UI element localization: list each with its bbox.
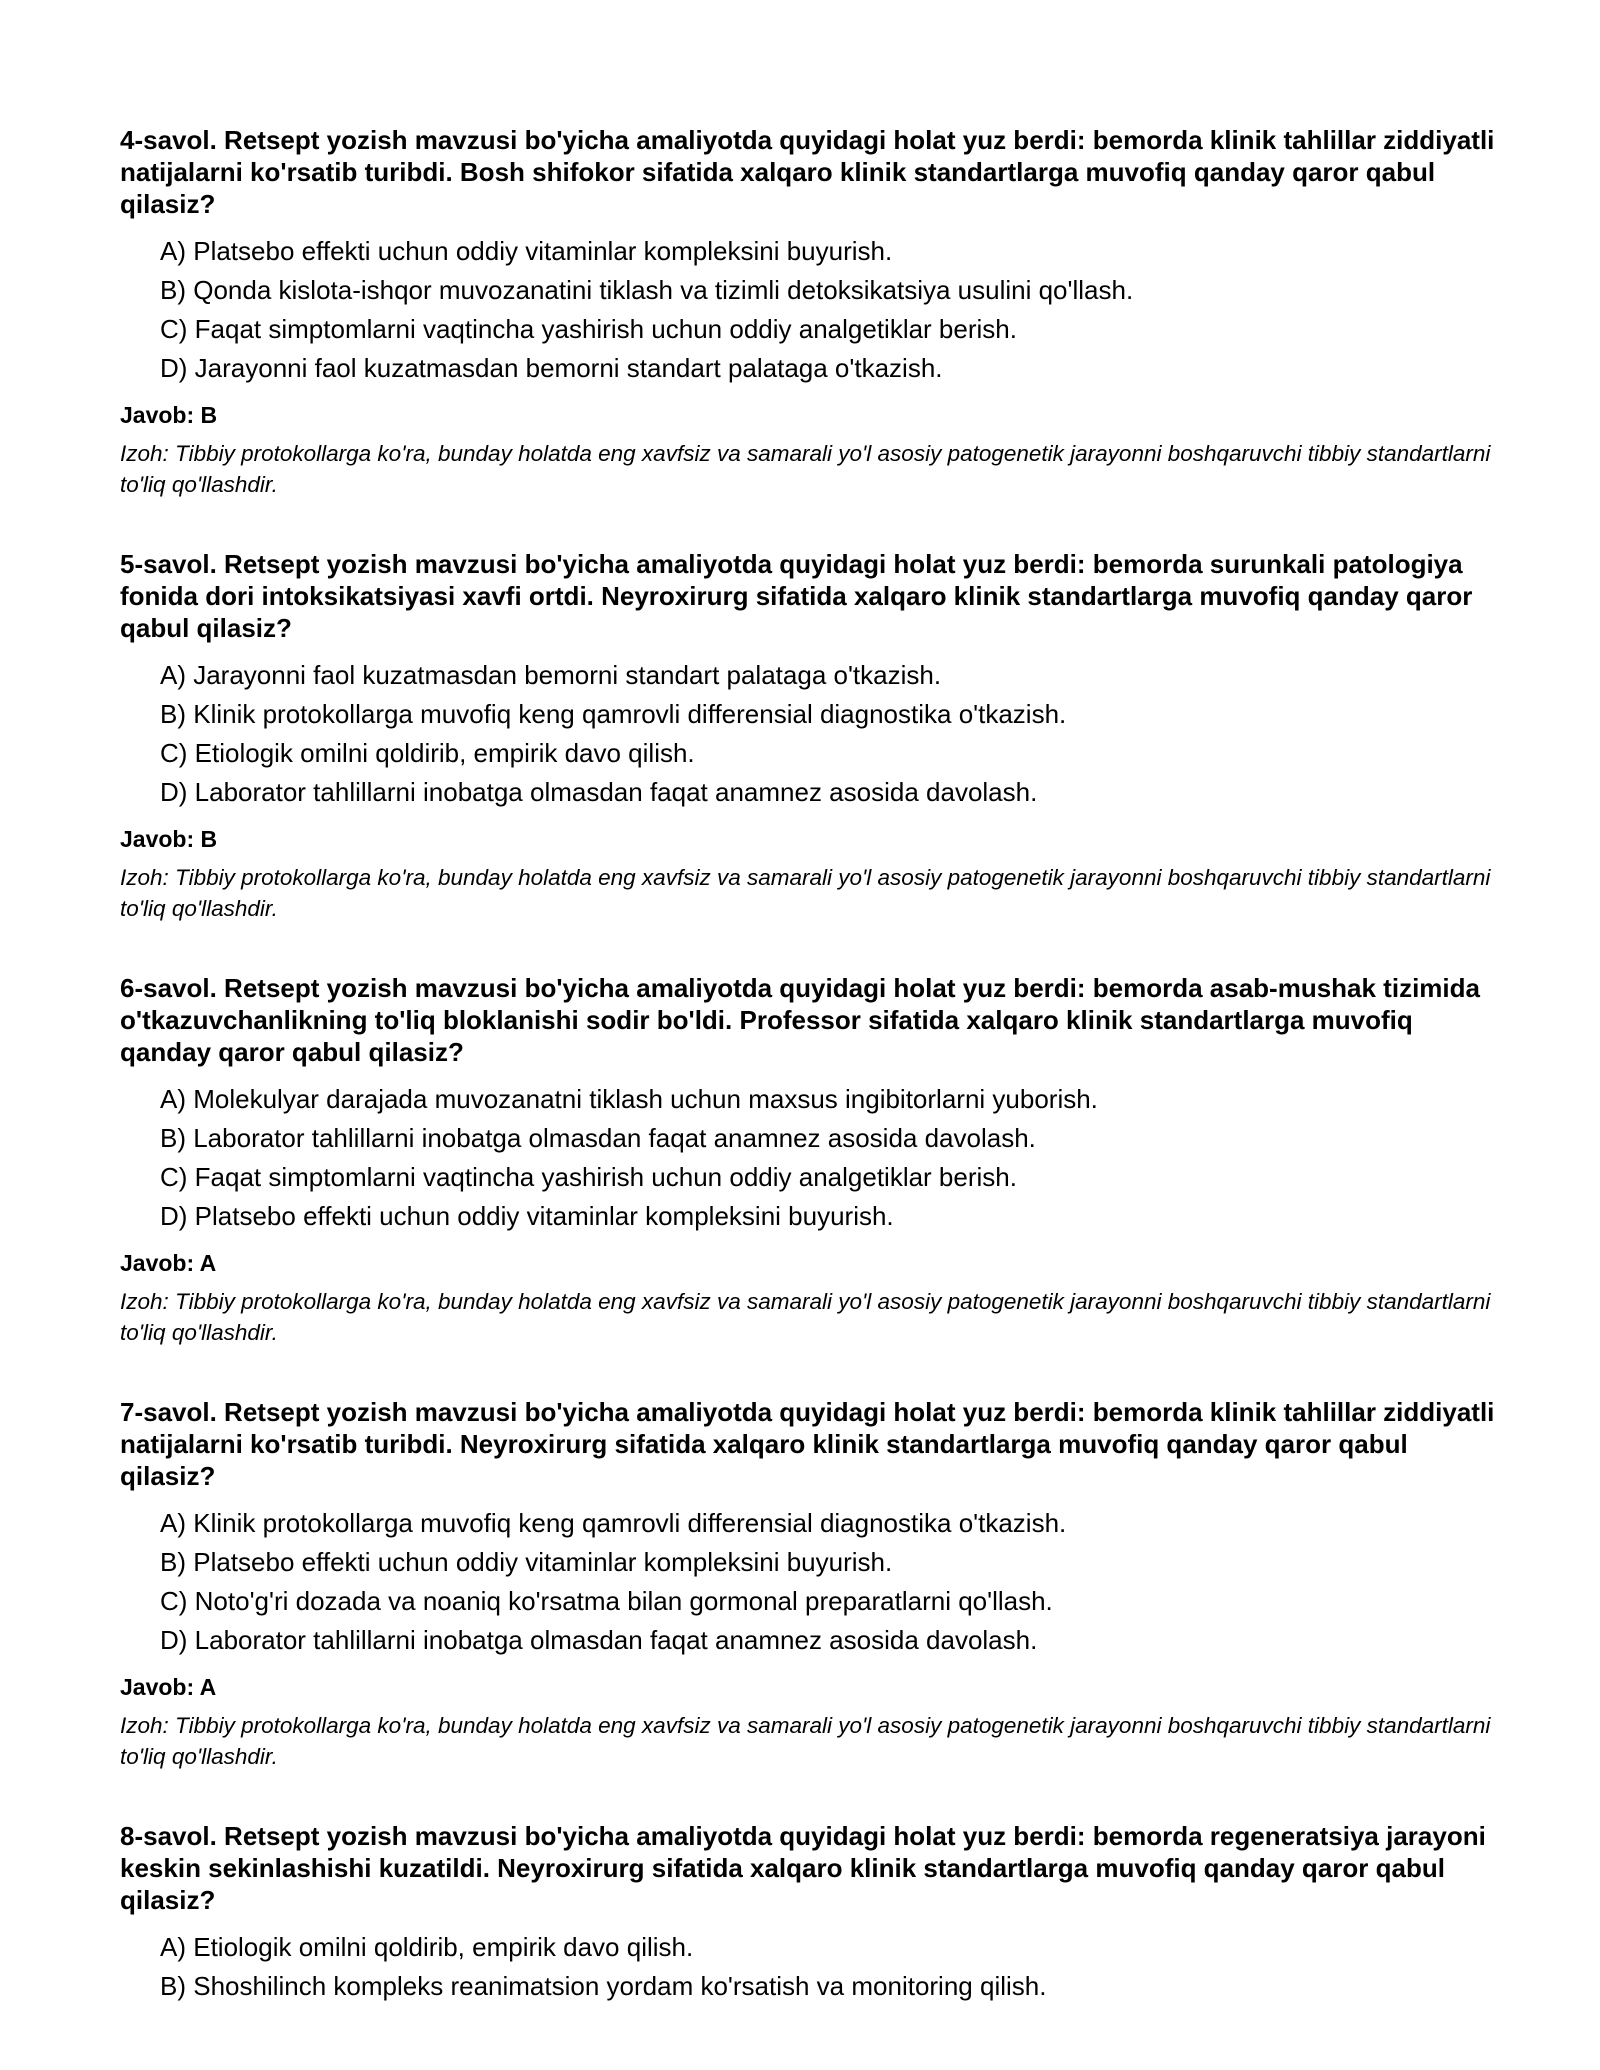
answer-label: Javob: B <box>120 826 218 852</box>
question-title: 4-savol. Retsept yozish mavzusi bo'yicha amaliyotda quyidagi holat yuz berdi: bemorda klinik tahlillar ziddiyatli natijalarni ko'rsatib turibdi. Bosh shifokor sifatida xalqaro klinik standartlarga muvofiq qanday qaror qabul qilasiz? <box>120 125 1495 219</box>
answer-label: Javob: B <box>120 402 218 428</box>
question-block <box>120 124 1500 500</box>
option-item: A) Platsebo effekti uchun oddiy vitaminlar kompleksini buyurish. <box>160 236 893 266</box>
option-item: C) Etiologik omilni qoldirib, empirik davo qilish. <box>160 738 695 768</box>
question-block <box>120 548 1500 924</box>
option-item: B) Klinik protokollarga muvofiq keng qamrovli differensial diagnostika o'tkazish. <box>160 699 1067 729</box>
explanation-text: Izoh: Tibbiy protokollarga ko'ra, bunday holatda eng xavfsiz va samarali yo'l asosiy patogenetik jarayonni boshqaruvchi tibbiy standartlarni to'liq qo'llashdir. <box>120 1289 1491 1345</box>
option-item: A) Klinik protokollarga muvofiq keng qamrovli differensial diagnostika o'tkazish. <box>160 1508 1067 1538</box>
question-title: 6-savol. Retsept yozish mavzusi bo'yicha amaliyotda quyidagi holat yuz berdi: bemorda asab-mushak tizimida o'tkazuvchanlikning to'liq bloklanishi sodir bo'ldi. Professor sifatida xalqaro klinik standartlarga muvofiq qanday qaror qabul qilasiz? <box>120 973 1480 1067</box>
option-list <box>120 656 1500 812</box>
option-item: A) Jarayonni faol kuzatmasdan bemorni standart palataga o'tkazish. <box>160 660 942 690</box>
question-title: 8-savol. Retsept yozish mavzusi bo'yicha amaliyotda quyidagi holat yuz berdi: bemorda regeneratsiya jarayoni keskin sekinlashishi kuzatildi. Neyroxirurg sifatida xalqaro klinik standartlarga muvofiq qanday qaror qabul qilasiz? <box>120 1821 1486 1915</box>
option-item: C) Faqat simptomlarni vaqtincha yashirish uchun oddiy analgetiklar berish. <box>160 314 1017 344</box>
option-item: B) Shoshilinch kompleks reanimatsion yordam ko'rsatish va monitoring qilish. <box>160 1971 1047 2001</box>
option-item: B) Qonda kislota-ishqor muvozanatini tiklash va tizimli detoksikatsiya usulini qo'llash. <box>160 275 1134 305</box>
option-list <box>120 1504 1500 1660</box>
question-title: 5-savol. Retsept yozish mavzusi bo'yicha amaliyotda quyidagi holat yuz berdi: bemorda surunkali patologiya fonida dori intoksikatsiyasi xavfi ortdi. Neyroxirurg sifatida xalqaro klinik standartlarga muvofiq qanday qaror qabul qilasiz? <box>120 549 1473 643</box>
option-item: D) Platsebo effekti uchun oddiy vitaminlar kompleksini buyurish. <box>160 1201 894 1231</box>
option-list <box>120 232 1500 388</box>
question-title: 7-savol. Retsept yozish mavzusi bo'yicha amaliyotda quyidagi holat yuz berdi: bemorda klinik tahlillar ziddiyatli natijalarni ko'rsatib turibdi. Neyroxirurg sifatida xalqaro klinik standartlarga muvofiq qanday qaror qabul qilasiz? <box>120 1397 1495 1491</box>
explanation-text: Izoh: Tibbiy protokollarga ko'ra, bunday holatda eng xavfsiz va samarali yo'l asosiy patogenetik jarayonni boshqaruvchi tibbiy standartlarni to'liq qo'llashdir. <box>120 865 1491 921</box>
document-page <box>120 124 1500 2054</box>
option-item: D) Jarayonni faol kuzatmasdan bemorni standart palataga o'tkazish. <box>160 353 943 383</box>
option-item: D) Laborator tahlillarni inobatga olmasdan faqat anamnez asosida davolash. <box>160 777 1038 807</box>
explanation-text: Izoh: Tibbiy protokollarga ko'ra, bunday holatda eng xavfsiz va samarali yo'l asosiy patogenetik jarayonni boshqaruvchi tibbiy standartlarni to'liq qo'llashdir. <box>120 1713 1491 1769</box>
answer-label: Javob: A <box>120 1250 217 1276</box>
option-list <box>120 1928 1500 2006</box>
option-item: D) Laborator tahlillarni inobatga olmasdan faqat anamnez asosida davolash. <box>160 1625 1038 1655</box>
option-item: A) Etiologik omilni qoldirib, empirik davo qilish. <box>160 1932 694 1962</box>
question-block <box>120 1396 1500 1772</box>
question-block <box>120 1820 1500 2006</box>
option-item: B) Laborator tahlillarni inobatga olmasdan faqat anamnez asosida davolash. <box>160 1123 1036 1153</box>
option-item: B) Platsebo effekti uchun oddiy vitaminlar kompleksini buyurish. <box>160 1547 893 1577</box>
option-item: A) Molekulyar darajada muvozanatni tiklash uchun maxsus ingibitorlarni yuborish. <box>160 1084 1098 1114</box>
option-item: C) Faqat simptomlarni vaqtincha yashirish uchun oddiy analgetiklar berish. <box>160 1162 1017 1192</box>
answer-label: Javob: A <box>120 1674 217 1700</box>
option-item: C) Noto'g'ri dozada va noaniq ko'rsatma bilan gormonal preparatlarni qo'llash. <box>160 1586 1053 1616</box>
option-list <box>120 1080 1500 1236</box>
explanation-text: Izoh: Tibbiy protokollarga ko'ra, bunday holatda eng xavfsiz va samarali yo'l asosiy patogenetik jarayonni boshqaruvchi tibbiy standartlarni to'liq qo'llashdir. <box>120 441 1491 497</box>
question-block <box>120 972 1500 1348</box>
